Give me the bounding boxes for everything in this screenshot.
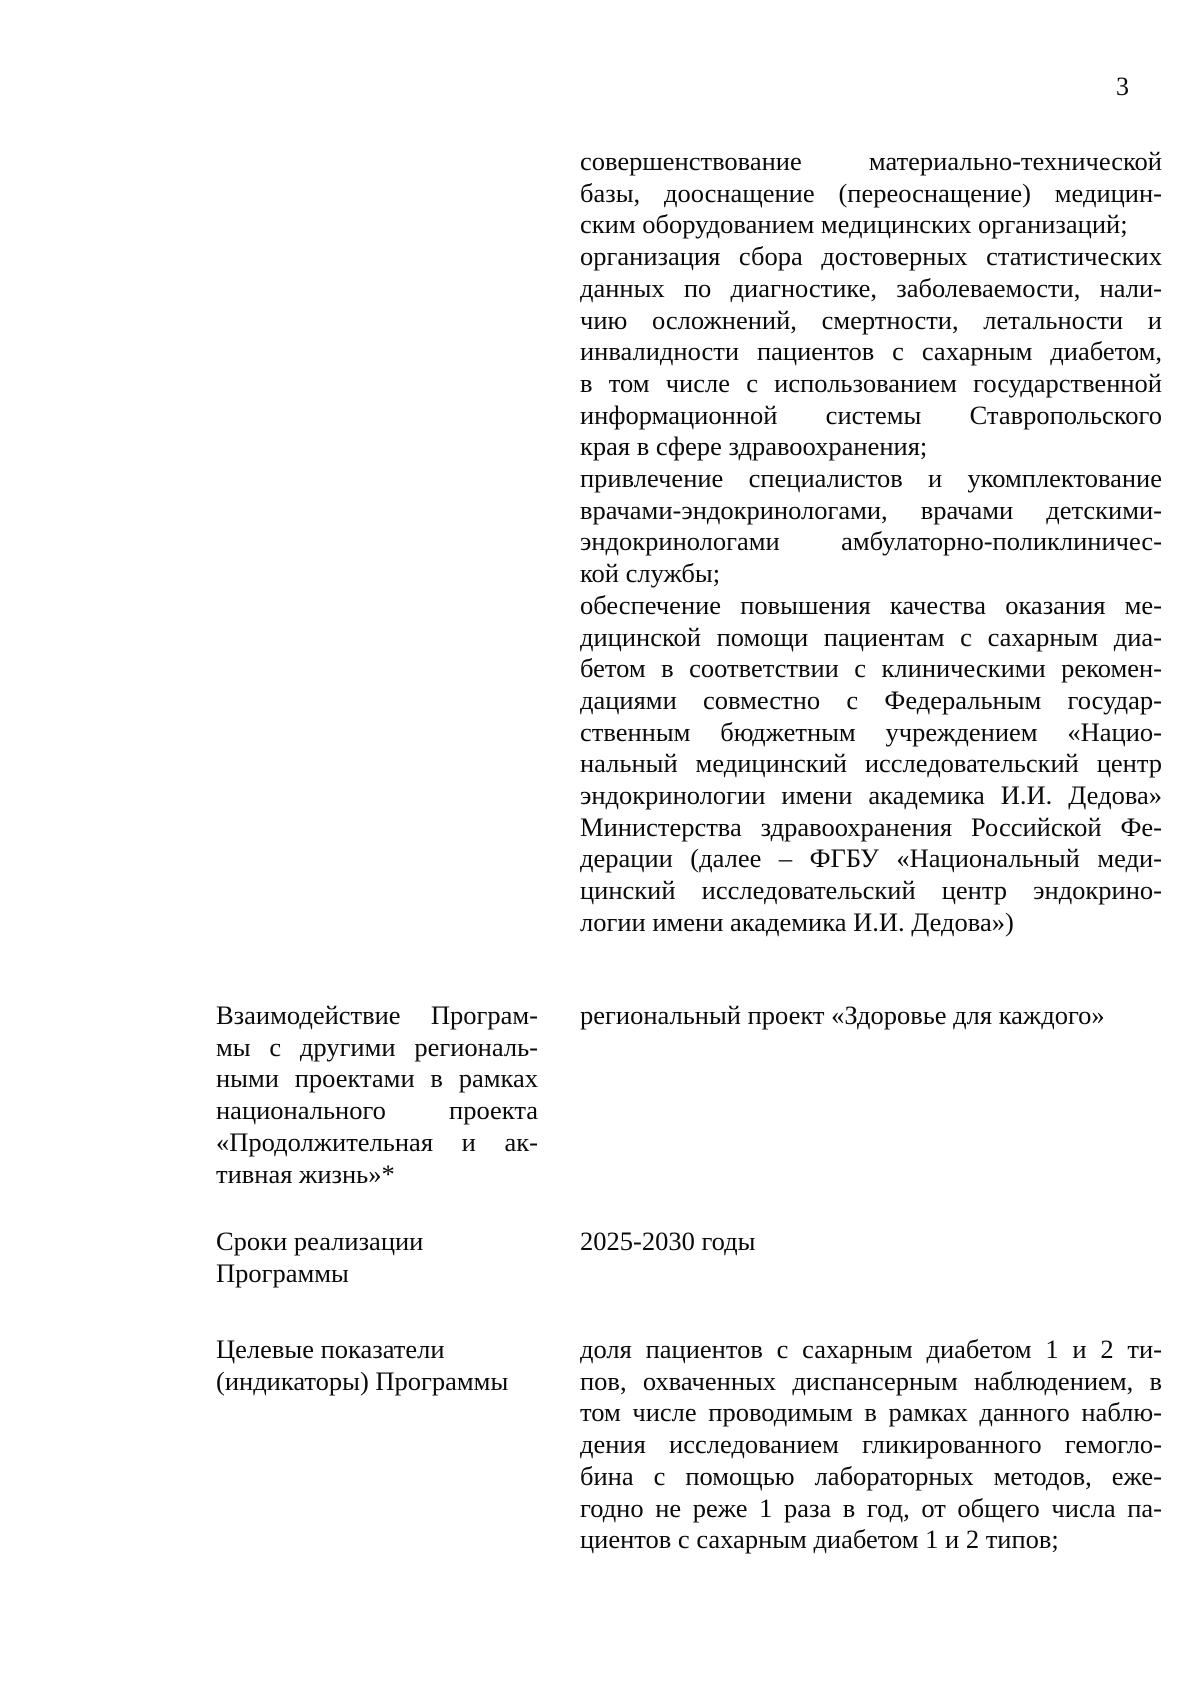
text-line: в том числе с использованием государственной (580, 367, 1162, 398)
text-line: бина с помощью лабораторных методов, еже- (580, 1460, 1162, 1491)
text-line: региональный проект «Здоровье для каждого» (580, 1000, 1105, 1030)
text-line: (индикаторы) Программы (216, 1365, 509, 1396)
text-line: данных по диагностике, заболеваемости, нали- (580, 272, 1162, 303)
text-line: нальный медицинский исследовательский центр (580, 748, 1162, 779)
text-line: дерации (далее – ФГБУ «Национальный меди- (580, 843, 1162, 874)
period-label (216, 1226, 538, 1289)
text-line: совершенствование материально-технической (580, 146, 1162, 176)
text-line: эндокринологии имени академика И.И. Дедова» (580, 780, 1162, 811)
text-line: привлечение специалистов и укомплектование (580, 463, 1162, 494)
text-line: кой службы; (580, 558, 721, 589)
measures-text-block (580, 146, 1162, 939)
text-line: Взаимодействие Програм- (216, 1000, 538, 1030)
text-line: годно не реже 1 раза в год, от общего числа па- (580, 1492, 1162, 1523)
text-line: эндокринологами амбулаторно-поликлиничес- (580, 526, 1162, 557)
text-line: Программы (216, 1257, 349, 1288)
text-line: информационной системы Ставропольского (580, 399, 1162, 430)
text-line: обеспечение повышения качества оказания ме- (580, 589, 1162, 620)
page-number: 3 (1116, 72, 1129, 101)
text-line: доля пациентов с сахарным диабетом 1 и 2 ти- (580, 1334, 1162, 1364)
text-line: чию осложнений, смертности, летальности и (580, 304, 1162, 335)
text-line: базы, дооснащение (переоснащение) медицин- (580, 177, 1162, 208)
text-line: дациями совместно с Федеральным государ- (580, 684, 1162, 715)
text-line: том числе проводимым в рамках данного наблю- (580, 1397, 1162, 1428)
text-line: дицинской помощи пациентам с сахарным диа- (580, 621, 1162, 652)
text-line: ственным бюджетным учреждением «Нацио- (580, 716, 1162, 747)
text-line: мы с другими региональ- (216, 1031, 538, 1062)
text-line: ским оборудованием медицинских организаций; (580, 209, 1128, 240)
text-line: национального проекта (216, 1095, 538, 1126)
text-line: логии имени академика И.И. Дедова») (580, 906, 1014, 937)
period-value (580, 1226, 1162, 1258)
text-line: ными проектами в рамках (216, 1063, 538, 1094)
text-line: «Продолжительная и ак- (216, 1126, 538, 1157)
text-line: цинский исследовательский центр эндокрино- (580, 875, 1162, 906)
text-line: бетом в соответствии с клиническими рекомен- (580, 653, 1162, 684)
text-line: пов, охваченных диспансерным наблюдением, в (580, 1365, 1162, 1396)
text-line: циентов с сахарным диабетом 1 и 2 типов; (580, 1524, 1059, 1555)
interaction-value (580, 1000, 1162, 1032)
interaction-label (216, 1000, 538, 1190)
text-line: инвалидности пациентов с сахарным диабетом, (580, 336, 1162, 367)
text-line: края в сфере здравоохранения; (580, 431, 928, 462)
text-line: Сроки реализации (216, 1226, 424, 1256)
targets-label (216, 1334, 538, 1397)
text-line: 2025-2030 годы (580, 1226, 756, 1256)
text-line: тивная жизнь»* (216, 1158, 395, 1189)
text-line: организация сбора достоверных статистических (580, 241, 1162, 272)
text-line: Министерства здравоохранения Российской Фе- (580, 811, 1162, 842)
targets-value (580, 1334, 1162, 1556)
text-line: дения исследованием гликированного гемогло- (580, 1429, 1162, 1460)
text-line: Целевые показатели (216, 1334, 445, 1364)
text-line: врачами-эндокринологами, врачами детскими- (580, 494, 1162, 525)
